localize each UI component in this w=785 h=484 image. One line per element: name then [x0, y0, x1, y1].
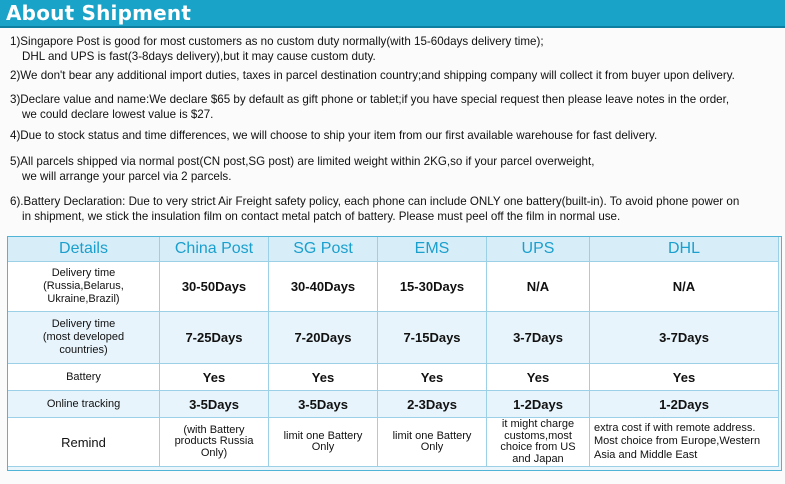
cell-ups: N/A: [487, 262, 590, 312]
shipping-table: [8, 237, 779, 467]
table-row: [8, 312, 779, 364]
note-6: [10, 194, 782, 224]
remind-line: it might charge: [501, 418, 575, 430]
header-ups: UPS: [487, 237, 590, 262]
header-china-post: China Post: [160, 237, 269, 262]
cell-dhl: N/A: [590, 262, 779, 312]
remind-line: Only): [200, 446, 228, 459]
cell-ems: 7-15Days: [378, 312, 487, 364]
note-1-line-1: 1)Singapore Post is good for most customers as no custom duty normally(with 15-60days delivery time);: [10, 35, 544, 48]
banner-title: About Shipment: [6, 1, 192, 25]
row-label-battery: Battery: [8, 364, 160, 391]
note-4-line-1: 4)Due to stock status and time differences, we will choose to ship your item from our first available warehouse for fast delivery.: [10, 129, 658, 142]
row-label-line: Ukraine,Brazil): [47, 293, 120, 305]
remind-line: limit one Battery: [283, 429, 363, 442]
header-sg-post: SG Post: [269, 237, 378, 262]
cell-china-post: 3-5Days: [160, 391, 269, 418]
header-dhl: DHL: [590, 237, 779, 262]
remind-line: limit one Battery: [392, 429, 472, 442]
row-label-line: Delivery time: [51, 267, 116, 279]
cell-ups: 1-2Days: [487, 391, 590, 418]
table-row: [8, 364, 779, 391]
cell-ems: [378, 418, 487, 467]
row-label-online-tracking: Online tracking: [8, 391, 160, 418]
header-details: Details: [8, 237, 160, 262]
cell-dhl: 3-7Days: [590, 312, 779, 364]
row-label-remind: Remind: [8, 418, 160, 467]
remind-line: choice from US: [500, 441, 576, 453]
note-2: [10, 68, 782, 83]
cell-ups: 3-7Days: [487, 312, 590, 364]
banner-divider: [0, 26, 785, 28]
row-label-delivery-time-russia: [8, 262, 160, 312]
cell-china-post: [160, 418, 269, 467]
row-label-line: (Russia,Belarus,: [43, 280, 124, 292]
remind-line: Asia and Middle East: [594, 448, 698, 461]
table-row: [8, 418, 779, 467]
remind-line: Only: [311, 441, 335, 453]
cell-ems: 2-3Days: [378, 391, 487, 418]
cell-china-post: 30-50Days: [160, 262, 269, 312]
cell-dhl: 1-2Days: [590, 391, 779, 418]
table-row: [8, 391, 779, 418]
cell-dhl: Yes: [590, 364, 779, 391]
remind-line: and Japan: [512, 452, 564, 465]
note-1-line-2: DHL and UPS is fast(3-8days delivery),but it may cause custom duty.: [22, 50, 376, 63]
note-5-line-2: we will arrange your parcel via 2 parcels.: [22, 170, 232, 183]
row-label-line: countries): [59, 344, 108, 356]
cell-ems: Yes: [378, 364, 487, 391]
remind-line: extra cost if with remote address.: [594, 421, 756, 434]
note-6-line-1: 6).Battery Declaration: Due to very strict Air Freight safety policy, each phone can include ONLY one battery(built-in). To avoid phone power on: [10, 195, 740, 208]
header-ems: EMS: [378, 237, 487, 262]
row-label-line: Delivery time: [51, 318, 116, 330]
cell-sg-post: 30-40Days: [269, 262, 378, 312]
row-label-delivery-time-developed: [8, 312, 160, 364]
table-row: [8, 262, 779, 312]
cell-sg-post: [269, 418, 378, 467]
cell-sg-post: 3-5Days: [269, 391, 378, 418]
note-5: [10, 154, 782, 184]
note-6-line-2: in shipment, we stick the insulation film on contact metal patch of battery. Please must peel off the film in normal use.: [22, 210, 621, 223]
remind-line: Most choice from Europe,Western: [594, 435, 761, 448]
note-5-line-1: 5)All parcels shipped via normal post(CN post,SG post) are limited weight within 2KG,so if your parcel overweight,: [10, 155, 595, 168]
note-3-line-1: 3)Declare value and name:We declare $65 by default as gift phone or tablet;if you have special request then please leave notes in the order,: [10, 93, 730, 106]
remind-line: customs,most: [504, 429, 572, 442]
note-3: [10, 92, 782, 122]
cell-china-post: 7-25Days: [160, 312, 269, 364]
row-label-line: (most developed: [42, 331, 125, 343]
cell-ups: Yes: [487, 364, 590, 391]
note-1: [10, 34, 782, 64]
cell-ups: [487, 418, 590, 467]
remind-line: (with Battery: [183, 423, 245, 436]
cell-sg-post: Yes: [269, 364, 378, 391]
cell-china-post: Yes: [160, 364, 269, 391]
table-header-row: [8, 237, 779, 262]
note-3-line-2: we could declare lowest value is $27.: [22, 108, 214, 121]
remind-line: Only: [420, 441, 444, 453]
note-2-line-1: 2)We don't bear any additional import duties, taxes in parcel destination country;and shipping company will collect it from buyer upon delivery.: [10, 69, 735, 82]
cell-dhl: [590, 418, 779, 467]
cell-ems: 15-30Days: [378, 262, 487, 312]
cell-sg-post: 7-20Days: [269, 312, 378, 364]
note-4: [10, 128, 782, 143]
section-banner: [0, 0, 785, 26]
remind-line: products Russia: [174, 435, 254, 448]
